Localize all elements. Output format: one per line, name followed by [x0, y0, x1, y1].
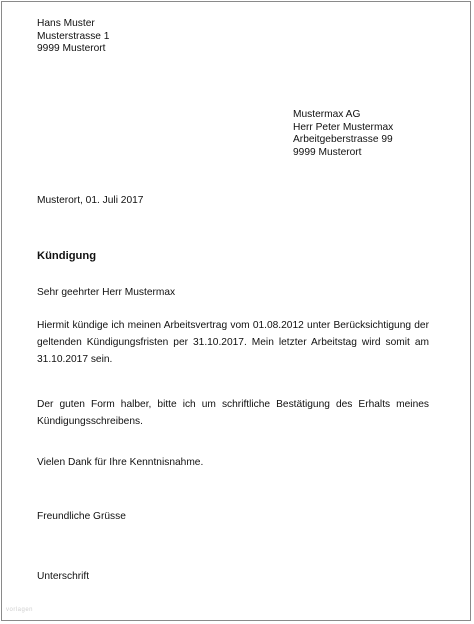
sender-name: Hans Muster: [37, 18, 95, 29]
closing-line: Freundliche Grüsse: [37, 511, 126, 522]
letter-subject: Kündigung: [37, 250, 97, 262]
salutation: Sehr geehrter Herr Mustermax: [37, 287, 176, 298]
recipient-address: [293, 109, 393, 159]
signature-line: Unterschrift: [37, 571, 90, 582]
watermark: vorlagen: [6, 607, 34, 613]
body-paragraph-confirmation: Der guten Form halber, bitte ich um schriftliche Bestätigung des Erhalts meines Kündigungsschreibens.: [37, 399, 429, 427]
sender-city: 9999 Musterort: [37, 43, 106, 55]
body-paragraph-notice: Hiermit kündige ich meinen Arbeitsvertrag vom 01.08.2012 unter Berücksichtigung der geltenden Kündigungsfristen per 31.10.2017. Mein letzter Arbeitstag wird somit am 31.10.2017 sein.: [37, 320, 429, 365]
thanks-line: Vielen Dank für Ihre Kenntnisnahme.: [37, 457, 204, 468]
recipient-person: Herr Peter Mustermax: [293, 121, 394, 133]
recipient-street: Arbeitgeberstrasse 99: [293, 134, 393, 146]
recipient-city: 9999 Musterort: [293, 146, 362, 158]
sender-street: Musterstrasse 1: [37, 30, 110, 42]
page-frame: [1, 1, 471, 621]
recipient-company: Mustermax AG: [293, 109, 361, 120]
date-line: Musterort, 01. Juli 2017: [37, 195, 144, 206]
sender-address: [37, 18, 109, 56]
